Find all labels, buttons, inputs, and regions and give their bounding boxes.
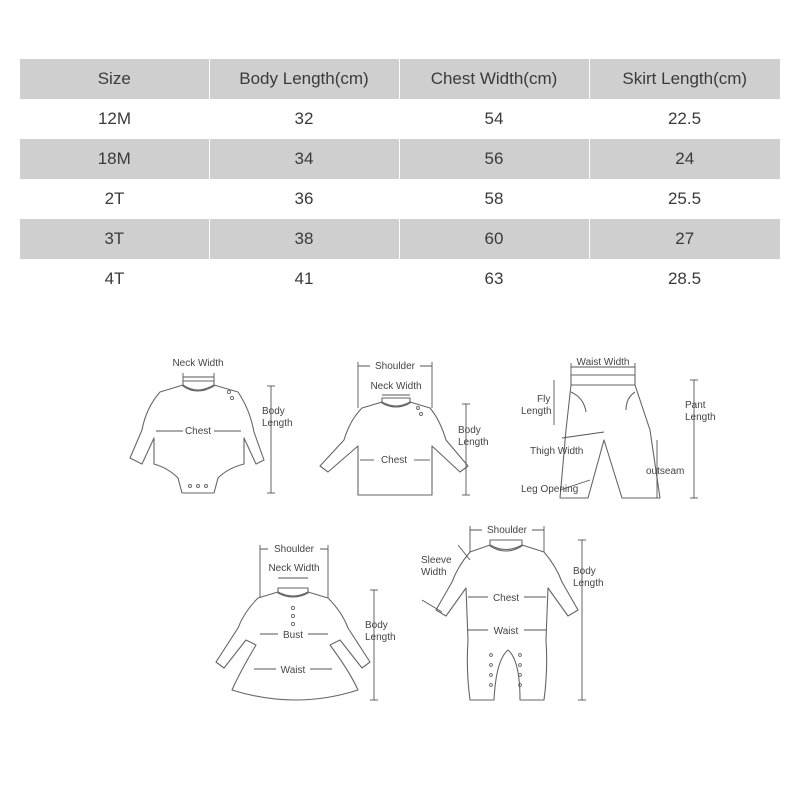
- pants-leg-opening-label: Leg Opening: [521, 484, 579, 495]
- cell-chest-width: 60: [399, 219, 589, 259]
- cell-skirt-length: 22.5: [667, 109, 702, 128]
- pants-fly-length-label: Length: [521, 406, 552, 417]
- cell-body-length: 36: [294, 189, 314, 208]
- pants-fly-label: Fly: [537, 394, 551, 405]
- cell-size: 3T: [20, 219, 209, 259]
- header-size: Size: [20, 59, 209, 99]
- bodysuit-diagram: [130, 358, 293, 493]
- romper-sleeve-label: Sleeve: [421, 555, 452, 566]
- dress-length-label: Length: [365, 632, 396, 643]
- pants-outseam-label: outseam: [646, 466, 685, 477]
- bodysuit-outline: [130, 385, 264, 493]
- cell-body-length: 32: [294, 109, 314, 128]
- header-body-length: Body Length(cm): [209, 59, 399, 99]
- cell-body-length: 34: [209, 139, 399, 179]
- cell-chest-width: 63: [484, 269, 504, 288]
- shirt-outline: [320, 402, 468, 495]
- cell-skirt-length: 28.5: [667, 269, 702, 288]
- cell-size: 4T: [104, 269, 125, 288]
- pants-diagram: [521, 357, 716, 498]
- romper-waist-label: Waist: [493, 626, 519, 637]
- cell-skirt-length: 27: [589, 219, 780, 259]
- romper-chest-label: Chest: [492, 593, 520, 604]
- header-skirt-length: Skirt Length(cm): [589, 59, 780, 99]
- romper-shoulder-label: Shoulder: [486, 525, 528, 536]
- cell-chest-width: 58: [484, 189, 504, 208]
- bodysuit-length-label: Length: [262, 418, 293, 429]
- cell-body-length: 41: [294, 269, 314, 288]
- measurement-diagrams: [0, 340, 800, 720]
- dress-neck-width-label: Neck Width: [268, 563, 320, 574]
- pants-waistband: [571, 375, 635, 385]
- cell-skirt-length: 24: [589, 139, 780, 179]
- cell-body-length: 38: [209, 219, 399, 259]
- shirt-body-label: Body: [458, 425, 481, 436]
- pants-pant-label: Pant: [685, 400, 706, 411]
- table-row: [20, 99, 780, 139]
- dress-diagram: [216, 542, 396, 700]
- dress-bust-label: Bust: [282, 630, 304, 641]
- cell-size: 2T: [104, 189, 125, 208]
- table-row: [20, 219, 780, 259]
- table-header-row: [20, 59, 780, 99]
- cell-skirt-length: 25.5: [667, 189, 702, 208]
- table-row: [20, 259, 780, 299]
- cell-size: 18M: [20, 139, 209, 179]
- pants-waist-width-label: Waist Width: [576, 357, 630, 368]
- romper-body-label: Body: [573, 566, 596, 577]
- pants-outline: [560, 385, 660, 498]
- cell-chest-width: 54: [484, 109, 504, 128]
- shirt-neck-width-label: Neck Width: [370, 381, 422, 392]
- table-row: [20, 139, 780, 179]
- romper-length-label: Length: [573, 578, 604, 589]
- bodysuit-body-label: Body: [262, 406, 285, 417]
- shirt-shoulder-label: Shoulder: [374, 361, 416, 372]
- dress-waist-label: Waist: [280, 665, 306, 676]
- header-chest-width: Chest Width(cm): [399, 59, 589, 99]
- size-chart-table: [20, 59, 780, 299]
- romper-diagram: [421, 523, 604, 700]
- dress-body-label: Body: [365, 620, 388, 631]
- table-row: [20, 179, 780, 219]
- cell-chest-width: 56: [399, 139, 589, 179]
- pants-pant-length-label: Length: [685, 412, 716, 423]
- shirt-chest-label: Chest: [380, 455, 408, 466]
- shirt-length-label: Length: [458, 437, 489, 448]
- cell-size: 12M: [97, 109, 132, 128]
- dress-outline: [216, 592, 370, 700]
- bodysuit-neck-width-label: Neck Width: [172, 358, 224, 369]
- dress-shoulder-label: Shoulder: [273, 544, 315, 555]
- shirt-diagram: [320, 359, 489, 495]
- pants-thigh-width-label: Thigh Width: [530, 446, 584, 457]
- bodysuit-chest-label: Chest: [184, 426, 212, 437]
- romper-sleeve-width-label: Width: [421, 567, 447, 578]
- romper-outline: [436, 545, 578, 700]
